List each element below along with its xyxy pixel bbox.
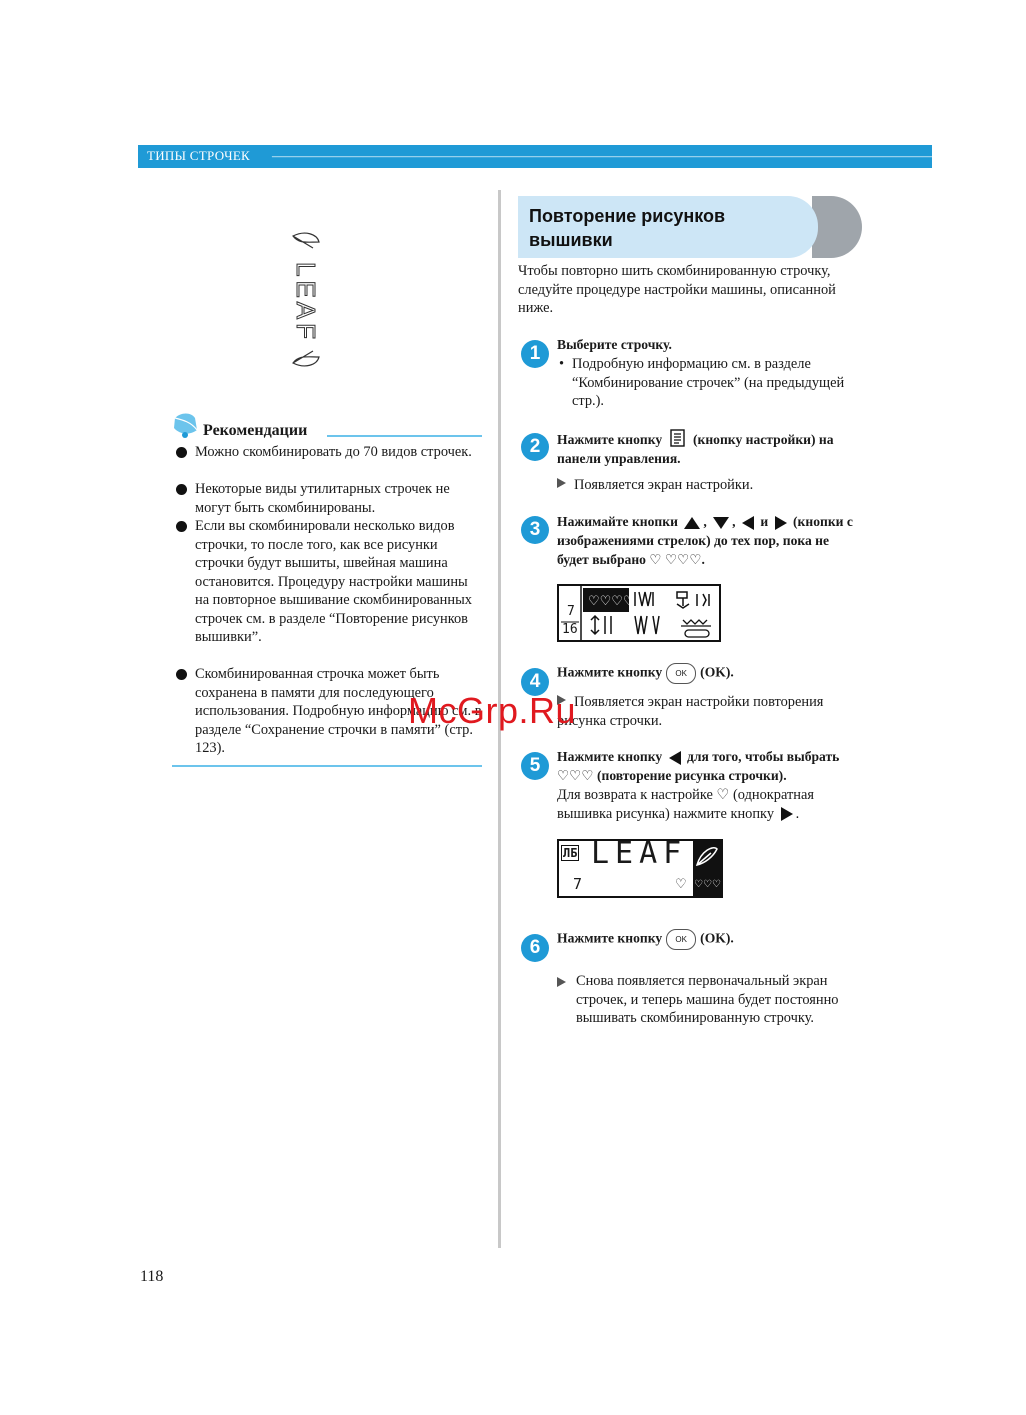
result-arrow-icon	[557, 478, 566, 488]
arrow-right-icon	[781, 807, 793, 821]
header-section-title: ТИПЫ СТРОЧЕК	[147, 148, 251, 163]
arrow-up-icon	[684, 517, 700, 529]
section-title: Повторение рисунков вышивки	[529, 206, 726, 250]
step4-title	[557, 663, 857, 684]
leaf-text: LEAF	[291, 262, 321, 344]
step-number-3: 3	[521, 516, 549, 544]
step-number-1: 1	[521, 340, 549, 368]
step6-result-text: Снова появляется первоначальный экран строчек, и теперь машина будет постоянно вышивать скомбинированную строчку.	[576, 973, 839, 1026]
tip-item	[176, 480, 482, 518]
step2-title-b: (кнопку настройки) на панели управления.	[557, 432, 834, 466]
and-text: и	[760, 514, 769, 529]
bullet-icon	[176, 669, 187, 680]
lcd-label: ЛБ	[563, 846, 578, 860]
step4-title-b: (OK).	[700, 664, 734, 680]
comma: ,	[703, 514, 707, 529]
step3-title-a: Нажимайте кнопки	[557, 514, 678, 529]
arrow-left-icon	[742, 516, 754, 530]
step4-result-text: Появляется экран настройки повторения рисунка строчки.	[557, 694, 824, 729]
step4-title-a: Нажмите кнопку	[557, 664, 663, 680]
step3-title-b: (кнопки с изображениями стрелок) до тех пор, пока не будет выбрано	[557, 514, 853, 567]
step6-title-b: (OK).	[700, 930, 734, 946]
lcd-settings-graphic	[559, 586, 719, 640]
lcd-num-top: 7	[567, 604, 575, 619]
heart-single-icon: ♡	[716, 787, 730, 803]
section-heading-cap	[812, 196, 862, 258]
period: .	[701, 552, 705, 567]
step5-title-a: Нажмите кнопку	[557, 749, 663, 764]
arrow-down-icon	[713, 517, 729, 529]
heart-repeat-icon: ♡♡♡	[557, 767, 594, 783]
lcd-screen-repeat	[557, 836, 723, 898]
settings-button-icon	[669, 429, 687, 447]
step1-note: Подробную информацию см. в разделе “Комбинирование строчек” (на предыдущей стр.).	[572, 356, 845, 409]
lcd-heart-text: ♡♡♡♡	[588, 594, 635, 609]
step5-note-b: (однократная вышивка рисунка) нажмите кнопку	[557, 787, 815, 822]
svg-text:♡♡♡: ♡♡♡	[694, 879, 721, 890]
tip-text: Можно скомбинировать до 70 видов строчек.	[195, 444, 472, 460]
bullet-icon	[176, 484, 187, 495]
step1-bullet: •	[559, 356, 565, 372]
header-dash-rule: ——————————————————————————————————————————————————————————	[272, 148, 1026, 163]
tip-text: Если вы скомбинировали несколько видов строчки, то после того, как все рисунки строчки будут вышиты, швейная машина остановится. Процедуру настройки машины на повторное вышивание скомбинированных строчек см. в разделе “Повторение рисунков вышивки”.	[195, 518, 472, 645]
step-number-4: 4	[521, 668, 549, 696]
step6-title-a: Нажмите кнопку	[557, 930, 663, 946]
ok-button-icon: OK	[666, 663, 696, 684]
step2-result	[557, 476, 857, 495]
heart-single-icon: ♡	[675, 876, 687, 891]
lcd-screen-settings	[557, 584, 721, 642]
ok-button-icon: OK	[666, 929, 696, 950]
recommendations-rule	[327, 435, 482, 437]
bell-icon	[171, 410, 201, 440]
step5-title-b: для того, чтобы выбрать	[686, 749, 840, 764]
step5-note-a: Для возврата к настройке	[557, 787, 713, 803]
step1-title: Выберите строчку.	[557, 337, 672, 352]
step2-title	[557, 429, 857, 468]
period: .	[795, 805, 800, 822]
result-arrow-icon	[557, 977, 566, 987]
comma: ,	[732, 514, 736, 529]
tip-item	[176, 517, 482, 665]
step2-title-a: Нажмите кнопку	[557, 432, 663, 447]
step6-title	[557, 929, 857, 950]
step2-result-text: Появляется экран настройки.	[574, 477, 754, 493]
recommendations-title: Рекомендации	[203, 422, 308, 439]
section-intro: Чтобы повторно шить скомбинированную строчку, следуйте процедуре настройки машины, описанной ниже.	[518, 263, 836, 316]
bullet-icon	[176, 521, 187, 532]
arrow-right-icon	[775, 516, 787, 530]
step-number-5: 5	[521, 752, 549, 780]
step-number-6: 6	[521, 934, 549, 962]
step4-result	[557, 693, 862, 730]
tip-item	[176, 443, 482, 481]
bullet-icon	[176, 447, 187, 458]
step5-title-c: (повторение рисунка строчки).	[596, 767, 787, 783]
leaf-icon	[693, 841, 721, 896]
lcd-count: 7	[573, 875, 583, 893]
lcd-num-bottom: 16	[562, 622, 578, 637]
heart-repeat-icon: ♡ ♡♡♡	[649, 552, 702, 567]
step-number-2: 2	[521, 433, 549, 461]
leaf-stitch-sample	[283, 228, 327, 373]
arrow-left-icon	[669, 751, 681, 765]
watermark: McGrp.Ru	[408, 690, 577, 731]
recommendations-bottom-rule	[172, 765, 482, 767]
step3-title	[557, 512, 862, 569]
lcd-leaf-text: LEAF	[591, 836, 688, 871]
page-number: 118	[140, 1268, 164, 1285]
step5-title	[557, 748, 862, 785]
tip-text: Некоторые виды утилитарных строчек не могут быть скомбинированы.	[195, 481, 450, 516]
lcd-highlight	[693, 841, 721, 896]
tip-text: Скомбинированная строчка может быть сохранена в памяти для последующего использования. Подробную информацию см. в разделе “Сохранение строчки в памяти” (стр. 123).	[195, 666, 482, 756]
step5-note	[557, 786, 862, 823]
